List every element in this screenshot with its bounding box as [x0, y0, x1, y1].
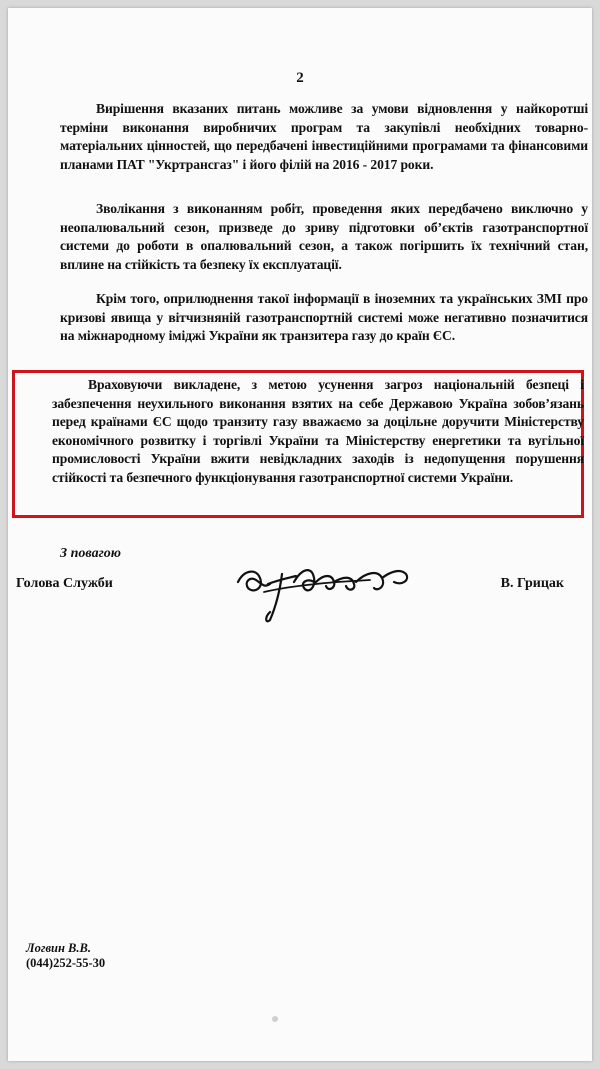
signatory-name: В. Грицак: [500, 576, 564, 591]
executor-name: Логвин В.В.: [26, 941, 91, 955]
document-page: [8, 8, 592, 1061]
signatory-role: Голова Служби: [16, 576, 113, 591]
signature-image: [230, 548, 430, 628]
paragraph-4-highlighted: Враховуючи викладене, з метою усунення загроз національній безпеці і забезпечення неухильного виконання взятих на себе Державою Україна зобов’язань перед країнами ЄС щодо транзиту газу вважаємо за доцільне доручити Міністерству економічного розвитку і торгівлі України та Міністерству енергетики та вугільної промисловості України вжити невідкладних заходів із недопущення порушення стійкості та безпечного функціонування газотранспортної системи України.: [52, 377, 584, 485]
scan-dot: [272, 1016, 278, 1022]
paragraph-3: Крім того, оприлюднення такої інформації в іноземних та українських ЗМІ про кризові явища у вітчизняній газотранспортній системі може негативно позначитися на міжнародному іміджі України як транзитера газу до країн ЄС.: [60, 291, 588, 343]
page-number: 2: [296, 70, 304, 86]
paragraph-2: Зволікання з виконанням робіт, проведення яких передбачено виключно у неопалювальний сезон, призведе до зриву підготовки об’єктів газотранспортної системи до роботи в опалювальний сезон, а також погіршить їх технічний стан, вплине на стійкість та безпеку їх експлуатації.: [60, 201, 588, 272]
closing-salutation: З повагою: [60, 546, 121, 561]
executor-phone: (044)252-55-30: [26, 956, 106, 970]
paragraph-1: Вирішення вказаних питань можливе за умови відновлення у найкоротші терміни виконання виробничих програм та закупівлі необхідних товарно-матеріальних цінностей, що передбачені інвестиційними програмами та фінансовими планами ПАТ "Укртрансгаз" і його філій на 2016 - 2017 роки.: [60, 101, 588, 172]
